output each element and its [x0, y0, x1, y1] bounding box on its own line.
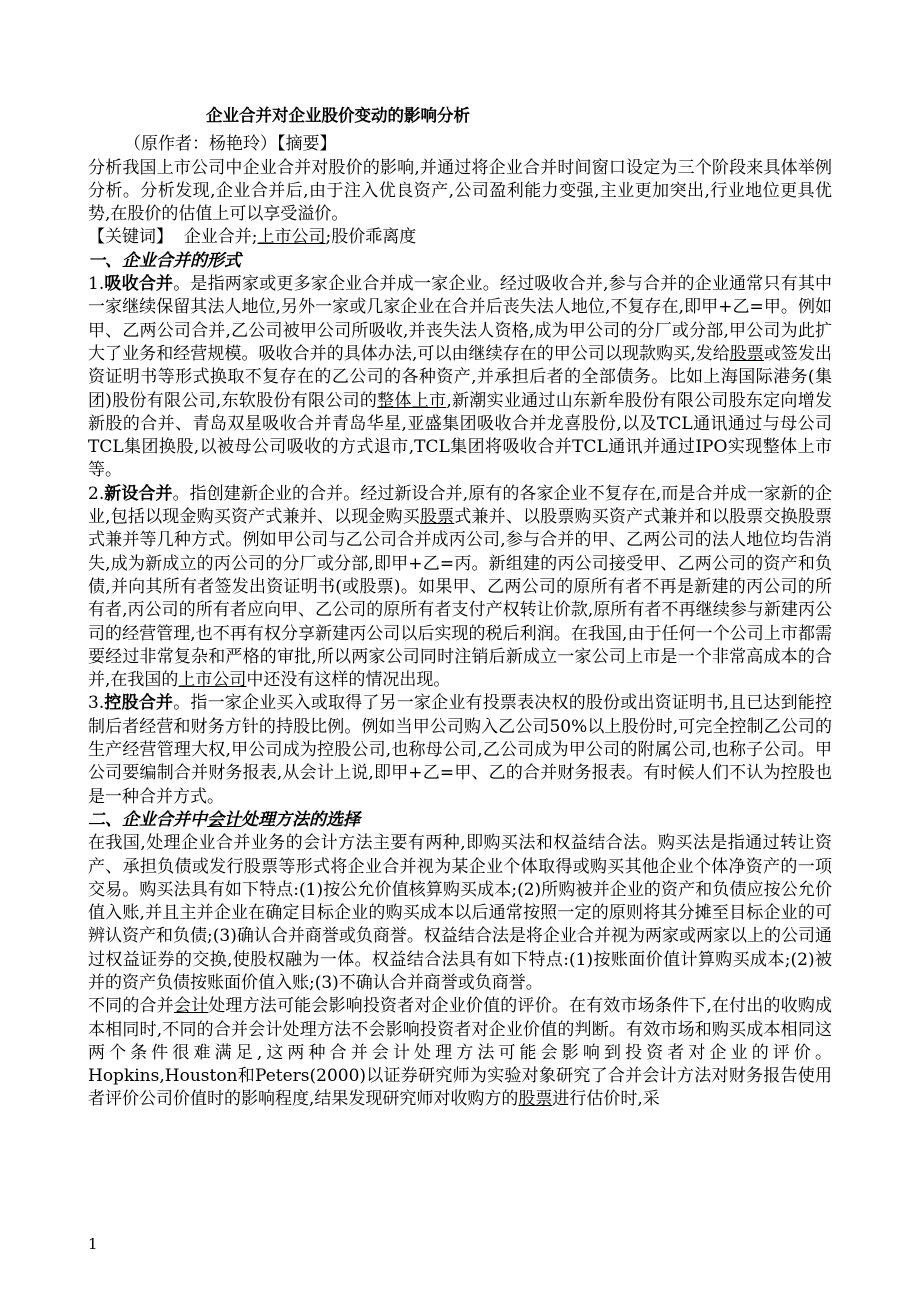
page-title: 企业合并对企业股价变动的影响分析	[206, 106, 470, 125]
paragraph-text: 中还没有这样的情况出现。	[246, 670, 451, 691]
section-1-paragraph-2	[88, 483, 832, 693]
section-1-paragraph-3	[88, 692, 832, 808]
paragraph-text: 。指创建新企业的合并。经过新设合并,原有的各家企业不复存在,而是合并成一家新的企业,包括以现金购买资产式兼并、以现金购买	[88, 483, 833, 528]
term-new-merger: 新设合并	[104, 483, 173, 504]
paragraph-text: 。指一家企业买入或取得了另一家企业有投票表决权的股份或出资证明书,且已达到能控制后者经营和财务方针的持股比例。例如当甲公司购入乙公司50%以上股份时,可完全控制乙公司的生产经营管理大权,甲公司成为控股公司,也称母公司,乙公司成为甲公司的附属公司,也称子公司。甲公司要编制合并财务报表,从会计上说,即甲+乙=甲、乙的合并财务报表。有时候人们不认为控股也是一种合并方式。	[88, 693, 833, 807]
term-holding-merger: 控股合并	[104, 693, 174, 714]
link-accounting[interactable]: 会计	[207, 809, 241, 830]
paragraph-text: 处理方法可能会影响投资者对企业价值的评价。在有效市场条件下,在付出的收购成本相同时,不同的合并会计处理方法不会影响投资者对企业价值的判断。有效市场和购买成本相同这两个条件很难满足,这两种合并会计处理方法可能会影响到投资者对企业的评价。Hopkins,Houston和Peters(2000)以证券研究师为实验对象研究了合并会计方法对财务报告使用者评价公司价值时的影响程度,结果发现研究师对收购方的	[88, 996, 833, 1110]
keyword-1: 企业合并;	[183, 227, 258, 248]
keyword-3: ;股价乖离度	[325, 227, 417, 248]
section-2-heading	[88, 809, 832, 832]
keywords-line	[88, 226, 832, 249]
link-stock[interactable]: 股票	[419, 507, 455, 528]
paragraph-text: ,新潮实业通过山东新牟股份有限公司股东定向增发新股的合并、青岛双星吸收合并青岛华星,亚盛集团吸收合并龙喜股份,以及TCL通讯通过与母公司TCL集团换股,以被母公司吸收的方式退市,TCL集团将吸收合并TCL通讯并通过IPO实现整体上市等。	[88, 390, 832, 481]
section-2-paragraph-2	[88, 995, 832, 1111]
paragraph-text: 不同的合并	[88, 996, 174, 1017]
page-number: 1	[88, 1235, 98, 1253]
link-whole-listing[interactable]: 整体上市	[377, 390, 447, 411]
paragraph-text: 式兼并、以股票购买资产式兼并和以股票交换股票式兼并等几种方式。例如甲公司与乙公司合并成丙公司,参与合并的甲、乙两公司的法人地位均告消失,成为新成立的丙公司的分厂或分部,即甲+乙=丙。新组建的丙公司接受甲、乙两公司的资产和负债,并向其所有者签发出资证明书(或股票)。如果甲、乙两公司的原所有者不再是新建的丙公司的所有者,丙公司的所有者应向甲、乙公司的原所有者支付产权转让价款,原所有者不再继续参与新建丙公司的经营管理,也不再有权分享新建丙公司以后实现的税后利润。在我国,由于任何一个公司上市都需要经过非常复杂和严格的审批,所以两家公司同时注销后新成立一家公司上市是一个非常高成本的合并,在我国的	[88, 507, 833, 691]
paragraph-text: 或签发出资证明书等形式换取不复存在的乙公司的各种资产,并承担后者的全部债务。比如上海国际港务(集团)股份有限公司,东软股份有限公司的	[88, 343, 833, 411]
link-stock[interactable]: 股票	[518, 1089, 553, 1110]
item-number: 2.	[88, 483, 105, 504]
item-number: 1.	[88, 274, 105, 295]
heading-text: 处理方法的选择	[241, 809, 360, 830]
term-absorption-merger: 吸收合并	[104, 274, 174, 295]
document-body	[88, 104, 832, 1112]
keywords-label: 【关键词】	[88, 227, 173, 248]
keyword-link-listed-company[interactable]: 上市公司	[257, 227, 326, 248]
author-line: （原作者：杨艳玲）【摘要】	[124, 134, 337, 155]
paragraph-text: 进行估价时,采	[552, 1089, 660, 1110]
link-stock[interactable]: 股票	[729, 343, 764, 364]
section-1-heading: 一、企业合并的形式	[88, 250, 241, 271]
abstract-paragraph: 分析我国上市公司中企业合并对股价的影响,并通过将企业合并时间窗口设定为三个阶段来具体举例分析。分析发现,企业合并后,由于注入优良资产,公司盈利能力变强,主业更加突出,行业地位更具优势,在股价的估值上可以享受溢价。	[88, 157, 832, 225]
item-number: 3.	[88, 693, 105, 714]
link-listed-company[interactable]: 上市公司	[178, 670, 247, 691]
paragraph-text: 。是指两家或更多家企业合并成一家企业。经过吸收合并,参与合并的企业通常只有其中一家继续保留其法人地位,另外一家或几家企业在合并后丧失法人地位,不复存在,即甲+乙=甲。例如甲、乙两公司合并,乙公司被甲公司所吸收,并丧失法人资格,成为甲公司的分厂或分部,甲公司为此扩大了业务和经营规模。吸收合并的具体办法,可以由继续存在的甲公司以现款购买,发给	[88, 274, 833, 364]
link-accounting[interactable]: 会计	[173, 996, 209, 1017]
heading-text: 二、企业合并中	[88, 809, 207, 830]
section-1-paragraph-1	[88, 273, 832, 483]
section-2-paragraph-1: 在我国,处理企业合并业务的会计方法主要有两种,即购买法和权益结合法。购买法是指通过转让资产、承担负债或发行股票等形式将企业合并视为某企业个体取得或购买其他企业个体净资产的一项交易。购买法具有如下特点:(1)按公允价值核算购买成本;(2)所购被并企业的资产和负债应按公允价值入账,并且主并企业在确定目标企业的购买成本以后通常按照一定的原则将其分摊至目标企业的可辨认资产和负债;(3)确认合并商誉或负商誉。权益结合法是将企业合并视为两家或两家以上的公司通过权益证券的交换,使股权融为一体。权益结合法具有如下特点:(1)按账面价值计算购买成本;(2)被并的资产负债按账面价值入账;(3)不确认合并商誉或负商誉。	[88, 833, 832, 993]
